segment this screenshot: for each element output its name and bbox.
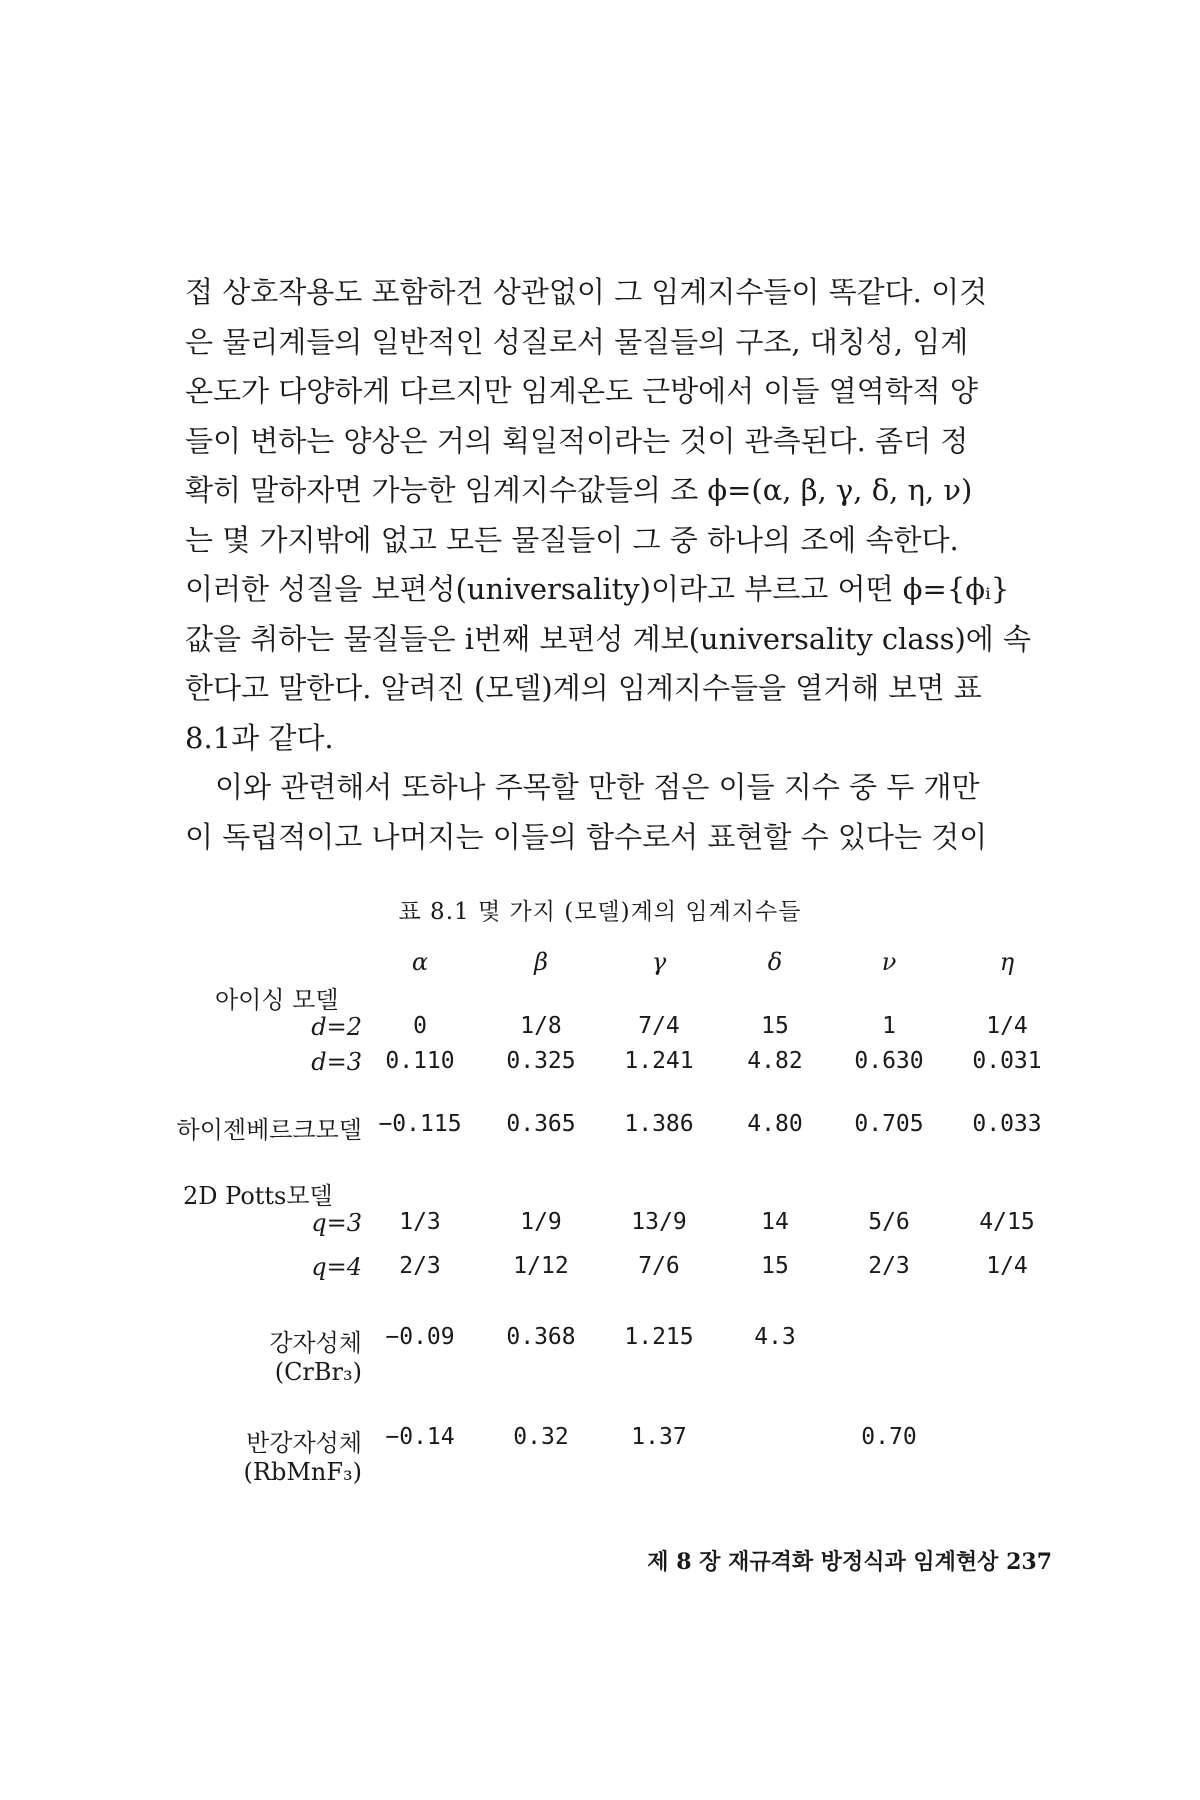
table-cell: 0.033 — [972, 1111, 1042, 1137]
table-cell: 4/15 — [979, 1209, 1035, 1235]
table-cell: 5/6 — [868, 1209, 910, 1235]
text-line: 들이 변하는 양상은 거의 획일적이라는 것이 관측된다. 좀더 정 — [185, 423, 969, 458]
text-line: 온도가 다양하게 다르지만 임계온도 근방에서 이들 열역학적 양 — [185, 374, 978, 408]
table-caption: 표 8.1 몇 가지 (모델)계의 임계지수들 — [398, 899, 802, 925]
table-cell: 0.70 — [861, 1424, 917, 1450]
table-cell: 1.37 — [631, 1424, 687, 1450]
header-gamma: γ — [651, 948, 667, 976]
row-label-ising-d3: d=3 — [311, 1048, 362, 1076]
text-line: 접 상호작용도 포함하건 상관없이 그 임계지수들이 똑같다. 이것 — [185, 275, 988, 309]
table-cell: 15 — [761, 1013, 789, 1039]
table-cell: 1.386 — [624, 1111, 694, 1137]
table-cell: 1/4 — [986, 1013, 1028, 1039]
table-cell: 4.80 — [747, 1111, 803, 1137]
row-label-potts: 2D Potts모델 — [183, 1182, 333, 1210]
row-label-antiferromagnet: 반강자성체 — [246, 1429, 362, 1457]
table-cell: 0.110 — [385, 1048, 455, 1074]
row-label-potts-q3: q=3 — [311, 1209, 362, 1237]
table-cell: 0.325 — [506, 1048, 576, 1074]
table-cell: −0.115 — [378, 1111, 462, 1137]
table-cell: 4.82 — [747, 1048, 803, 1074]
table-cell: 1 — [882, 1013, 896, 1039]
header-beta: β — [534, 948, 548, 976]
table-cell: 15 — [761, 1253, 789, 1279]
table-cell: 1/9 — [520, 1209, 562, 1235]
header-nu: ν — [881, 948, 897, 976]
row-label-ferromagnet: 강자성체 — [269, 1329, 362, 1357]
text-line: 이러한 성질을 보편성(universality)이라고 부르고 어떤 ϕ={ϕᵢ} — [185, 572, 1010, 606]
row-formula-ferromagnet: (CrBr₃) — [274, 1358, 362, 1386]
table-cell: 1/4 — [986, 1253, 1028, 1279]
header-alpha: α — [411, 948, 429, 976]
table-cell: 4.3 — [754, 1324, 796, 1350]
header-delta: δ — [767, 948, 783, 976]
table-cell: 0.705 — [854, 1111, 924, 1137]
row-label-ising: 아이싱 모델 — [215, 986, 339, 1014]
table-cell: 13/9 — [631, 1209, 687, 1235]
table-cell: 1.215 — [624, 1324, 694, 1350]
text-line: 값을 취하는 물질들은 i번째 보편성 계보(universality class)에 속 — [185, 621, 1032, 656]
table-cell: 7/4 — [638, 1013, 680, 1039]
table-cell: 0.031 — [972, 1048, 1042, 1074]
table-cell: 1/8 — [520, 1013, 562, 1039]
row-formula-antiferromagnet: (RbMnF₃) — [243, 1458, 362, 1486]
table-cell: 1/12 — [513, 1253, 569, 1279]
table-cell: −0.09 — [385, 1324, 455, 1350]
table-cell: 0.368 — [506, 1324, 576, 1350]
page-footer: 제 8 장 재규격화 방정식과 임계현상 237 — [647, 1549, 1052, 1575]
table-cell: 7/6 — [638, 1253, 680, 1279]
table-cell: 2/3 — [868, 1253, 910, 1279]
table-cell: −0.14 — [385, 1424, 455, 1450]
text-line: 이 독립적이고 나머지는 이들의 함수로서 표현할 수 있다는 것이 — [185, 819, 988, 854]
header-eta: η — [999, 948, 1015, 976]
table-cell: 0.365 — [506, 1111, 576, 1137]
table-cell: 0.32 — [513, 1424, 569, 1450]
text-line: 이와 관련해서 또하나 주목할 만한 점은 이들 지수 중 두 개만 — [215, 770, 980, 804]
table-cell: 1/3 — [399, 1209, 441, 1235]
text-line: 은 물리계들의 일반적인 성질로서 물질들의 구조, 대칭성, 임계 — [185, 324, 969, 359]
table-cell: 0 — [413, 1013, 427, 1039]
text-line: 한다고 말한다. 알려진 (모델)계의 임계지수들을 열거해 보면 표 — [185, 671, 982, 705]
table-cell: 2/3 — [399, 1253, 441, 1279]
text-line: 확히 말하자면 가능한 임계지수값들의 조 ϕ=(α, β, γ, δ, η, ν) — [185, 473, 973, 507]
text-line: 는 몇 가지밖에 없고 모든 물질들이 그 중 하나의 조에 속한다. — [185, 522, 959, 557]
row-label-heisenberg: 하이젠베르크모델 — [176, 1116, 362, 1144]
table-cell: 0.630 — [854, 1048, 924, 1074]
row-label-ising-d2: d=2 — [311, 1013, 362, 1041]
row-label-potts-q4: q=4 — [311, 1253, 362, 1281]
text-line: 8.1과 같다. — [185, 720, 334, 755]
table-cell: 1.241 — [624, 1048, 694, 1074]
table-cell: 14 — [761, 1209, 789, 1235]
